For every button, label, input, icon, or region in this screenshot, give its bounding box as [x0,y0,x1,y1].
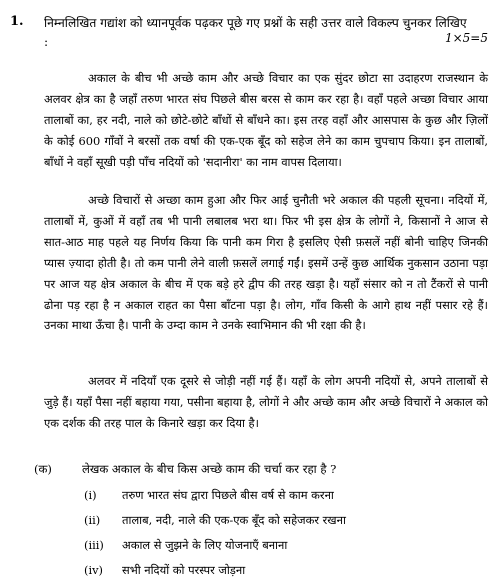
passage-paragraph-3: अलवर में नदियाँ एक दूसरे से जोड़ी नहीं गई हैं। यहाँ के लोग अपनी नदियों से, अपने तालाबों से जुड़े हैं। यहाँ पैसा नहीं बहाया गया, पसीना बहाया है, लोगों ने और अच्छे काम और अच्छे विचारों ने अकाल को एक दर्शक की तरह पाल के किनारे खड़ा कर दिया है। [44,374,488,430]
option-number: (ii) [84,513,101,527]
option-number: (iii) [84,538,104,552]
question-number: 1. [10,14,24,29]
sub-question-label: (क) [34,462,52,476]
option-text: अकाल से जुझने के लिए योजनाएँ बनाना [122,538,288,552]
option-number: (iv) [84,563,103,577]
question-instruction: निम्नलिखित गद्यांश को ध्यानपूर्वक पढ़कर पूछे गए प्रश्नों के सही उत्तर वाले विकल्प चुनकर लिखिए : [44,16,467,49]
option-text: सभी नदियों को परस्पर जोड़ना [122,563,246,577]
marks-allocation: 1×5=5 [444,31,488,45]
option-text: तालाब, नदी, नाले की एक-एक बूँद को सहेजकर रखना [122,513,346,527]
option-text: तरुण भारत संघ द्वारा पिछले बीस वर्ष से काम करना [122,488,334,502]
sub-question-text: लेखक अकाल के बीच किस अच्छे काम की चर्चा कर रहा है ? [82,462,337,476]
passage-paragraph-2: अच्छे विचारों से अच्छा काम हुआ और फिर आई चुनौती भरे अकाल की पहली सूचना। नदियों में, तालाबों में, कुओं में वहाँ तब भी पानी लबालब भरा था। फिर भी इस क्षेत्र के लोगों ने, किसानों ने आज से सात-आठ माह पहले यह निर्णय किया कि पानी कम गिरा है इसलिए ऐसी फ़सलें नहीं बोनी चाहिए जिनकी प्यास ज़्यादा होती है। तो कम पानी लेने वाली फ़सलें लगाई गईं। इसमें उन्हें कुछ आर्थिक नुकसान उठाना पड़ा पर आज यह क्षेत्र अकाल के बीच में एक बड़े हरे द्वीप की तरह खड़ा है। यहाँ संसार को न तो टैंकरों से पानी ढोना पड़ रहा है न अकाल राहत का पैसा बाँटना पड़ा है। लोग, गाँव किसी के आगे हाथ नहीं पसार रहे हैं। उनका माथा ऊँचा है। पानी के उम्दा काम ने उनके स्वाभिमान की भी रक्षा की है। [44,193,488,333]
passage-paragraph-1: अकाल के बीच भी अच्छे काम और अच्छे विचार का एक सुंदर छोटा सा उदाहरण राजस्थान के अलवर क्षेत्र का है जहाँ तरुण भारत संघ पिछले बीस बरस से काम कर रहा है। वहाँ पहले अच्छा विचार आया तालाबों का, हर नदी, नाले को छोटे-छोटे बाँधों से बाँधने का। इस तरह वहाँ और आसपास के कुछ और ज़िलों के कोई 600 गाँवों ने बरसों तक वर्षा की एक-एक बूँद को सहेज लेने का काम चुपचाप किया। इन तालाबों, बाँधों ने वहाँ सूखी पड़ी पाँच नदियों को 'सदानीरा' का नाम वापस दिलाया। [44,71,488,169]
option-number: (i) [84,488,97,502]
